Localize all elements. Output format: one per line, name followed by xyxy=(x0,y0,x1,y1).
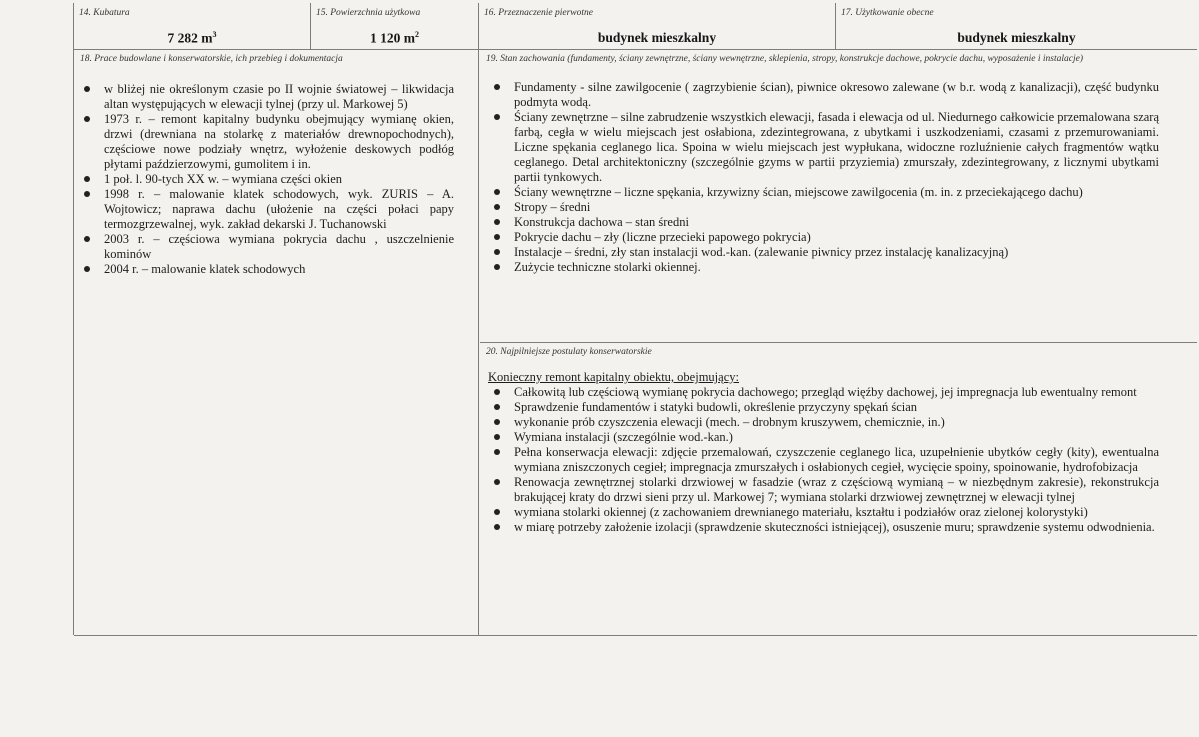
powierzchnia-label: 15. Powierzchnia użytkowa xyxy=(316,8,421,18)
list-item: Renowacja zewnętrznej stolarki drzwiowej w fasadzie (wraz z częściową wymianą – w niezbędnym zakresie), rekonstrukcja brakującej kraty do drzwi sieni przy ul. Markowej 7; wymiana stolarki drzwiowej zewnętrznej w elewacji tylnej xyxy=(480,475,1159,505)
powierzchnia-value xyxy=(311,30,478,47)
bullet-icon xyxy=(494,264,500,270)
przeznaczenie-cell xyxy=(479,3,836,49)
bullet-icon xyxy=(84,191,90,197)
kubatura-unit-exponent: 3 xyxy=(212,30,217,39)
bullet-icon xyxy=(494,84,500,90)
postulaty-heading: Konieczny remont kapitalny obiektu, obejmujący: xyxy=(488,370,739,384)
list-item: Sprawdzenie fundamentów i statyki budowli, określenie przyczyny spękań ścian xyxy=(480,400,1159,415)
list-item: w bliżej nie określonym czasie po II wojnie światowej – likwidacja altan występujących w elewacji tylnej (przy ul. Markowej 5) xyxy=(74,82,454,112)
bullet-icon xyxy=(494,249,500,255)
postulaty-section xyxy=(480,343,1197,635)
table-bottom-border xyxy=(74,635,1197,636)
list-item: 1 poł. l. 90-tych XX w. – wymiana części okien xyxy=(74,172,454,187)
list-item: Całkowitą lub częściową wymianę pokrycia dachowego; przegląd więźby dachowej, jej impregnacja lub ewentualny remont xyxy=(480,385,1159,400)
bullet-icon xyxy=(84,236,90,242)
postulaty-label: 20. Najpilniejsze postulaty konserwatorskie xyxy=(486,347,652,357)
kubatura-number: 7 282 m xyxy=(167,30,213,46)
list-item: Konstrukcja dachowa – stan średni xyxy=(480,215,1159,230)
prace-label: 18. Prace budowlane i konserwatorskie, ich przebieg i dokumentacja xyxy=(80,54,343,64)
stan-list xyxy=(480,80,1197,275)
bullet-icon xyxy=(494,189,500,195)
przeznaczenie-value: budynek mieszkalny xyxy=(597,30,717,45)
bullet-icon xyxy=(494,479,500,485)
uzytkowanie-cell xyxy=(836,3,1197,49)
bullet-icon xyxy=(494,449,500,455)
bullet-icon xyxy=(84,176,90,182)
bullet-icon xyxy=(494,404,500,410)
stan-label: 19. Stan zachowania (fundamenty, ściany zewnętrzne, ściany wewnętrzne, sklepienia, stropy, konstrukcje dachowe, pokrycie dachu, wyposażenie i instalacje) xyxy=(486,54,1083,64)
right-column xyxy=(480,50,1197,635)
list-item: 1998 r. – malowanie klatek schodowych, wyk. ZURIS – A. Wojtowicz; naprawa dachu (ułożenie na części połaci papy termozgrzewalnej, wyk. zakład dekarski J. Tuchanowski xyxy=(74,187,454,232)
bullet-icon xyxy=(494,419,500,425)
bullet-icon xyxy=(84,266,90,272)
bullet-icon xyxy=(494,114,500,120)
bullet-icon xyxy=(494,434,500,440)
bullet-icon xyxy=(84,86,90,92)
list-item: wykonanie prób czyszczenia elewacji (mech. – drobnym kruszywem, chemicznie, in.) xyxy=(480,415,1159,430)
uzytkowanie-label: 17. Użytkowanie obecne xyxy=(841,8,934,18)
bullet-icon xyxy=(494,509,500,515)
powierzchnia-cell xyxy=(311,3,479,49)
list-item: Ściany wewnętrzne – liczne spękania, krzywizny ścian, miejscowe zawilgocenia (m. in. z przeciekającego dachu) xyxy=(480,185,1159,200)
bullet-icon xyxy=(84,116,90,122)
kubatura-label: 14. Kubatura xyxy=(79,8,130,18)
prace-section xyxy=(74,50,479,635)
list-item: Pokrycie dachu – zły (liczne przecieki papowego pokrycia) xyxy=(480,230,1159,245)
list-item: Pełna konserwacja elewacji: zdjęcie przemalowań, czyszczenie ceglanego lica, uzupełnienie ubytków cegły (kity), ewentualna wymiana zniszczonych cegieł; impregnacja zmurszałych i osłabionych cegieł, wycięcie spoiny, spoinowanie, hydrofobizacja xyxy=(480,445,1159,475)
list-item: 1973 r. – remont kapitalny budynku obejmujący wymianę okien, drzwi (drewniana na stolarkę z materiałów drewnopochodnych), częściowe nowe podziały wnętrz, wyłożenie deskowych podłóg płytami paździerzowymi, gumolitem i in. xyxy=(74,112,454,172)
bullet-icon xyxy=(494,234,500,240)
bullet-icon xyxy=(494,219,500,225)
list-item: Stropy – średni xyxy=(480,200,1159,215)
list-item: Fundamenty - silne zawilgocenie ( zagrzybienie ścian), piwnice okresowo zalewane (w b.r. wodą z kanalizacji), część budynku podmyta wodą. xyxy=(480,80,1159,110)
list-item: w miarę potrzeby założenie izolacji (sprawdzenie skuteczności istniejącej), osuszenie muru; sprawdzenie systemu odwodnienia. xyxy=(480,520,1159,535)
przeznaczenie-label: 16. Przeznaczenie pierwotne xyxy=(484,8,593,18)
postulaty-list xyxy=(480,385,1197,535)
list-item: Zużycie techniczne stolarki okiennej. xyxy=(480,260,1159,275)
powierzchnia-number: 1 120 m xyxy=(370,30,415,46)
bullet-icon xyxy=(494,389,500,395)
header-row xyxy=(74,3,1197,50)
uzytkowanie-value: budynek mieszkalny xyxy=(957,30,1076,45)
kubatura-cell xyxy=(74,3,311,49)
powierzchnia-unit-exponent: 2 xyxy=(415,30,419,39)
list-item: 2004 r. – malowanie klatek schodowych xyxy=(74,262,454,277)
bullet-icon xyxy=(494,204,500,210)
prace-list xyxy=(74,82,478,277)
stan-section xyxy=(480,50,1197,343)
list-item: 2003 r. – częściowa wymiana pokrycia dachu , uszczelnienie kominów xyxy=(74,232,454,262)
list-item: wymiana stolarki okiennej (z zachowaniem drewnianego materiału, kształtu i podziałów oraz zielonej kolorystyki) xyxy=(480,505,1159,520)
heritage-record-card xyxy=(73,3,1197,635)
list-item: Instalacje – średni, zły stan instalacji wod.-kan. (zalewanie piwnicy przez instalację kanalizacyjną) xyxy=(480,245,1159,260)
bullet-icon xyxy=(494,524,500,530)
list-item: Ściany zewnętrzne – silne zabrudzenie wszystkich elewacji, fasada i elewacja od ul. Niedurnego całkowicie przemalowana szarą farbą, cegła w wielu miejscach jest osłabiona, zdezintegrowana, z ubytkami i uszkodzeniami, czasami z przemurowaniami. Liczne spękania ceglanego lica. Spoina w wielu miejscach jest wypłukana, widoczne rozluźnienie całych fragmentów wątku ceglanego. Detal architektoniczny (szczególnie gzyms w partii przyziemia) zmurszały, zdezintegrowany, z licznymi ubytkami partii tynkowych. xyxy=(480,110,1159,185)
list-item: Wymiana instalacji (szczególnie wod.-kan.) xyxy=(480,430,1159,445)
kubatura-value xyxy=(74,30,310,47)
